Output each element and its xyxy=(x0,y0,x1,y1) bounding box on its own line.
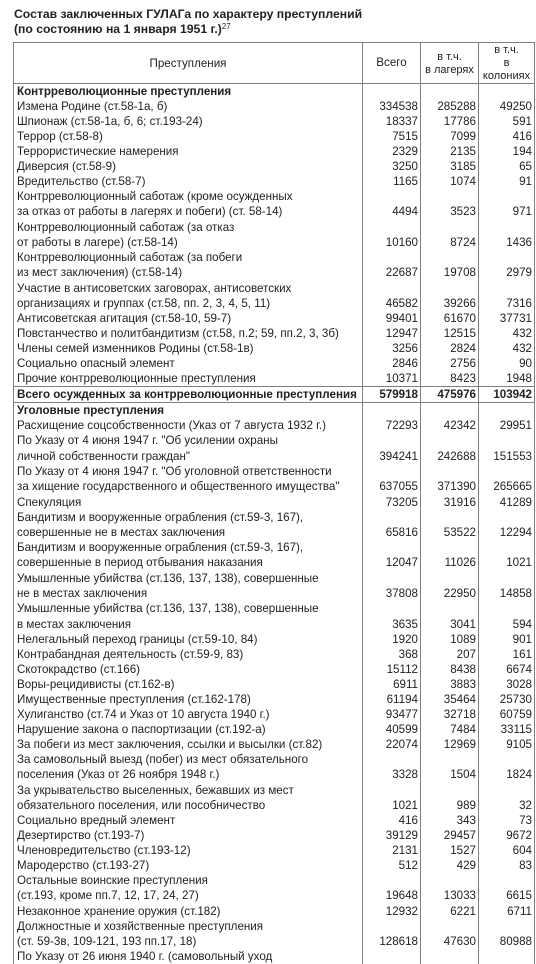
crime-name-line: Шпионаж (ст.58-1а, б, 6; ст.193-24) xyxy=(17,114,361,129)
crime-name-line: Участие в антисоветских заговорах, антисоветских xyxy=(17,281,361,296)
crime-name-cell xyxy=(14,873,363,904)
table-row xyxy=(14,737,535,752)
colonies-cell: 9672 xyxy=(479,828,535,843)
total-row xyxy=(14,387,535,403)
col-header-camps-top: в т.ч. xyxy=(422,51,477,64)
crime-name-cell xyxy=(14,692,363,707)
colonies-cell xyxy=(479,949,535,964)
crime-name-cell xyxy=(14,250,363,281)
total-cell: 10160 xyxy=(363,220,421,251)
camps-cell: 207 xyxy=(421,647,479,662)
table-row xyxy=(14,174,535,189)
colonies-cell: 901 xyxy=(479,632,535,647)
table-row xyxy=(14,647,535,662)
crime-name-line: Повстанчество и политбандитизм (ст.58, п.2; 59, пп.2, 3, 3б) xyxy=(17,326,361,341)
crime-name-line: Антисоветская агитация (ст.58-10, 59-7) xyxy=(17,311,361,326)
colonies-cell: 1948 xyxy=(479,371,535,387)
camps-cell: 22950 xyxy=(421,571,479,602)
table-row xyxy=(14,540,535,571)
camps-cell: 3041 xyxy=(421,601,479,632)
crime-name-line: Бандитизм и вооруженные ограбления (ст.59-3, 167), xyxy=(17,540,361,555)
total-cell: 3635 xyxy=(363,601,421,632)
crime-name-cell xyxy=(14,144,363,159)
total-cell: 72293 xyxy=(363,418,421,433)
total-cell: 3256 xyxy=(363,341,421,356)
crime-name-line: Мародерство (ст.193-27) xyxy=(17,858,361,873)
table-row xyxy=(14,813,535,828)
crime-name-line: совершенные не в местах заключения xyxy=(17,525,361,540)
crime-name-line: По Указу от 4 июня 1947 г. "Об уголовной ответственности xyxy=(17,464,361,479)
table-row xyxy=(14,677,535,692)
camps-cell: 285288 xyxy=(421,99,479,114)
camps-cell: 475976 xyxy=(421,387,479,403)
crime-name-line: Имущественные преступления (ст.162-178) xyxy=(17,692,361,707)
colonies-cell: 25730 xyxy=(479,692,535,707)
colonies-cell: 6615 xyxy=(479,873,535,904)
crime-name-line: Бандитизм и вооруженные ограбления (ст.59-3, 167), xyxy=(17,510,361,525)
crime-name-cell xyxy=(14,540,363,571)
table-row xyxy=(14,601,535,632)
camps-cell: 61670 xyxy=(421,311,479,326)
total-cell: 10371 xyxy=(363,371,421,387)
table-row xyxy=(14,858,535,873)
camps-cell: 17786 xyxy=(421,114,479,129)
crime-name-cell xyxy=(14,495,363,510)
total-cell: 579918 xyxy=(363,387,421,403)
section-row xyxy=(14,403,535,419)
camps-cell: 12969 xyxy=(421,737,479,752)
total-cell: 22687 xyxy=(363,250,421,281)
camps-cell: 2824 xyxy=(421,341,479,356)
camps-cell: 8724 xyxy=(421,220,479,251)
crime-name-cell xyxy=(14,904,363,919)
crime-name-cell xyxy=(14,858,363,873)
total-cell: 3250 xyxy=(363,159,421,174)
crime-name-line: Диверсия (ст.58-9) xyxy=(17,159,361,174)
camps-cell: 8423 xyxy=(421,371,479,387)
camps-cell: 1504 xyxy=(421,752,479,783)
crime-name-cell xyxy=(14,783,363,814)
total-cell: 22074 xyxy=(363,737,421,752)
col-header-camps xyxy=(421,43,479,84)
total-cell: 93477 xyxy=(363,707,421,722)
crime-name-line: Члены семей изменников Родины (ст.58-1в) xyxy=(17,341,361,356)
camps-cell: 371390 xyxy=(421,464,479,495)
table-row xyxy=(14,371,535,387)
crime-name-line: Контрабандная деятельность (ст.59-9, 83) xyxy=(17,647,361,662)
crime-name-line: Должностные и хозяйственные преступления xyxy=(17,919,361,934)
crime-name-line: Умышленные убийства (ст.136, 137, 138), совершенные xyxy=(17,571,361,586)
crime-name-cell xyxy=(14,662,363,677)
total-cell: 99401 xyxy=(363,311,421,326)
total-cell: 73205 xyxy=(363,495,421,510)
table-row xyxy=(14,144,535,159)
crime-name-line: организациях и группах (ст.58, пп. 2, 3, 4, 5, 11) xyxy=(17,296,361,311)
crime-name-line: Дезертирство (ст.193-7) xyxy=(17,828,361,843)
camps-cell xyxy=(421,949,479,964)
crime-name-cell xyxy=(14,813,363,828)
camps-cell: 35464 xyxy=(421,692,479,707)
crime-name-cell xyxy=(14,464,363,495)
colonies-cell: 3028 xyxy=(479,677,535,692)
crime-name-cell xyxy=(14,433,363,464)
camps-cell xyxy=(421,84,479,100)
total-cell: 15112 xyxy=(363,662,421,677)
crime-name-line: Остальные воинские преступления xyxy=(17,873,361,888)
footnote-ref: 27 xyxy=(222,22,231,31)
crime-name-cell xyxy=(14,129,363,144)
crime-name-line: Террористические намерения xyxy=(17,144,361,159)
colonies-cell: 14858 xyxy=(479,571,535,602)
table-row xyxy=(14,662,535,677)
camps-cell: 3185 xyxy=(421,159,479,174)
camps-cell: 53522 xyxy=(421,510,479,541)
crime-name-line: Незаконное хранение оружия (ст.182) xyxy=(17,904,361,919)
table-row xyxy=(14,904,535,919)
total-cell: 1920 xyxy=(363,632,421,647)
camps-cell: 343 xyxy=(421,813,479,828)
table-row xyxy=(14,129,535,144)
crime-name-line: За побеги из мест заключения, ссылки и высылки (ст.82) xyxy=(17,737,361,752)
table-row xyxy=(14,99,535,114)
camps-cell: 2135 xyxy=(421,144,479,159)
crime-name-cell xyxy=(14,403,363,419)
crime-name-line: поселения (Указ от 26 ноября 1948 г.) xyxy=(17,767,361,782)
crime-name-line: не в местах заключения xyxy=(17,586,361,601)
camps-cell: 13033 xyxy=(421,873,479,904)
total-cell: 39129 xyxy=(363,828,421,843)
colonies-cell: 7316 xyxy=(479,281,535,312)
table-row xyxy=(14,692,535,707)
colonies-cell: 103942 xyxy=(479,387,535,403)
colonies-cell: 80988 xyxy=(479,919,535,950)
table-row xyxy=(14,356,535,371)
table-row xyxy=(14,495,535,510)
colonies-cell: 6674 xyxy=(479,662,535,677)
colonies-cell xyxy=(479,84,535,100)
colonies-cell: 9105 xyxy=(479,737,535,752)
table-row xyxy=(14,722,535,737)
colonies-cell: 41289 xyxy=(479,495,535,510)
total-cell: 416 xyxy=(363,813,421,828)
total-cell: 61194 xyxy=(363,692,421,707)
prisoners-table xyxy=(13,42,535,964)
total-cell: 512 xyxy=(363,858,421,873)
camps-cell: 3883 xyxy=(421,677,479,692)
crime-name-line: совершенные в период отбывания наказания xyxy=(17,555,361,570)
table-row xyxy=(14,189,535,220)
total-cell: 12947 xyxy=(363,326,421,341)
camps-cell: 11026 xyxy=(421,540,479,571)
colonies-cell: 971 xyxy=(479,189,535,220)
crime-name-line: Уголовные преступления xyxy=(17,403,361,418)
table-row xyxy=(14,510,535,541)
colonies-cell: 1436 xyxy=(479,220,535,251)
table-row xyxy=(14,418,535,433)
total-cell xyxy=(363,949,421,964)
caption-line-2 xyxy=(14,22,524,37)
col-header-colonies-top: в т.ч. xyxy=(480,44,533,57)
table-row xyxy=(14,843,535,858)
crime-name-cell xyxy=(14,387,363,403)
colonies-cell: 1824 xyxy=(479,752,535,783)
colonies-cell: 594 xyxy=(479,601,535,632)
colonies-cell: 32 xyxy=(479,783,535,814)
crime-name-line: Контрреволюционный саботаж (кроме осужденных xyxy=(17,189,361,204)
colonies-cell: 49250 xyxy=(479,99,535,114)
camps-cell: 42342 xyxy=(421,418,479,433)
colonies-cell: 604 xyxy=(479,843,535,858)
table-body xyxy=(14,84,535,964)
colonies-cell: 416 xyxy=(479,129,535,144)
colonies-cell: 432 xyxy=(479,341,535,356)
table-row xyxy=(14,220,535,251)
camps-cell: 31916 xyxy=(421,495,479,510)
crime-name-line: Контрреволюционные преступления xyxy=(17,84,361,99)
crime-name-cell xyxy=(14,571,363,602)
total-cell: 334538 xyxy=(363,99,421,114)
camps-cell: 39266 xyxy=(421,281,479,312)
table-row xyxy=(14,464,535,495)
crime-name-cell xyxy=(14,84,363,100)
total-cell: 7515 xyxy=(363,129,421,144)
colonies-cell: 73 xyxy=(479,813,535,828)
table-header xyxy=(14,43,535,84)
total-cell: 3328 xyxy=(363,752,421,783)
crime-name-cell xyxy=(14,311,363,326)
crime-name-line: Контрреволюционный саботаж (за отказ xyxy=(17,220,361,235)
crime-name-line: от работы в лагере) (ст.58-14) xyxy=(17,235,361,250)
total-cell: 2329 xyxy=(363,144,421,159)
crime-name-line: За самовольный выезд (побег) из мест обязательного xyxy=(17,752,361,767)
crime-name-line: за хищение государственного и общественного имущества" xyxy=(17,479,361,494)
crime-name-line: Социально опасный элемент xyxy=(17,356,361,371)
crime-name-cell xyxy=(14,341,363,356)
colonies-cell: 65 xyxy=(479,159,535,174)
camps-cell: 1527 xyxy=(421,843,479,858)
total-cell: 18337 xyxy=(363,114,421,129)
crime-name-cell xyxy=(14,632,363,647)
camps-cell: 29457 xyxy=(421,828,479,843)
camps-cell: 242688 xyxy=(421,433,479,464)
total-cell xyxy=(363,403,421,419)
crime-name-cell xyxy=(14,371,363,387)
crime-name-line: Членовредительство (ст.193-12) xyxy=(17,843,361,858)
crime-name-cell xyxy=(14,919,363,950)
camps-cell: 1089 xyxy=(421,632,479,647)
table-row xyxy=(14,632,535,647)
table-row xyxy=(14,341,535,356)
col-header-crime: Преступления xyxy=(14,43,363,84)
camps-cell: 6221 xyxy=(421,904,479,919)
colonies-cell: 151553 xyxy=(479,433,535,464)
colonies-cell: 12294 xyxy=(479,510,535,541)
crime-name-line: Хулиганство (ст.74 и Указ от 10 августа 1940 г.) xyxy=(17,707,361,722)
crime-name-cell xyxy=(14,843,363,858)
crime-name-cell xyxy=(14,510,363,541)
crime-name-line: Скотокрадство (ст.166) xyxy=(17,662,361,677)
crime-name-cell xyxy=(14,752,363,783)
crime-name-cell xyxy=(14,99,363,114)
table-row xyxy=(14,873,535,904)
section-row xyxy=(14,84,535,100)
total-cell: 1021 xyxy=(363,783,421,814)
colonies-cell: 2979 xyxy=(479,250,535,281)
crime-name-cell xyxy=(14,707,363,722)
colonies-cell: 591 xyxy=(479,114,535,129)
table-row xyxy=(14,783,535,814)
crime-name-line: обязательного поселения, или пособничество xyxy=(17,798,361,813)
camps-cell: 429 xyxy=(421,858,479,873)
crime-name-line: Контрреволюционный саботаж (за побеги xyxy=(17,250,361,265)
crime-name-cell xyxy=(14,114,363,129)
crime-name-line: личной собственности граждан" xyxy=(17,449,361,464)
colonies-cell: 91 xyxy=(479,174,535,189)
table-row xyxy=(14,919,535,950)
crime-name-line: Расхищение соцсобственности (Указ от 7 августа 1932 г.) xyxy=(17,418,361,433)
crime-name-line: в местах заключения xyxy=(17,617,361,632)
table-row xyxy=(14,159,535,174)
col-header-colonies-label: в колониях xyxy=(480,57,533,83)
colonies-cell: 90 xyxy=(479,356,535,371)
camps-cell: 1074 xyxy=(421,174,479,189)
crime-name-line: (ст. 59-3в, 109-121, 193 пп.17, 18) xyxy=(17,934,361,949)
colonies-cell: 432 xyxy=(479,326,535,341)
caption-date: (по состоянию на 1 января 1951 г.) xyxy=(14,22,222,36)
crime-name-line: Прочие контрреволюционные преступления xyxy=(17,371,361,386)
colonies-cell: 1021 xyxy=(479,540,535,571)
table-row xyxy=(14,828,535,843)
total-cell: 128618 xyxy=(363,919,421,950)
camps-cell: 12515 xyxy=(421,326,479,341)
crime-name-cell xyxy=(14,828,363,843)
crime-name-cell xyxy=(14,326,363,341)
camps-cell: 7099 xyxy=(421,129,479,144)
colonies-cell: 83 xyxy=(479,858,535,873)
table-caption xyxy=(14,7,524,36)
total-cell: 1165 xyxy=(363,174,421,189)
crime-name-cell xyxy=(14,722,363,737)
crime-name-line: Нелегальный переход границы (ст.59-10, 84) xyxy=(17,632,361,647)
col-header-camps-label: в лагерях xyxy=(422,64,477,77)
total-cell: 394241 xyxy=(363,433,421,464)
camps-cell: 47630 xyxy=(421,919,479,950)
total-cell: 37808 xyxy=(363,571,421,602)
crime-name-cell xyxy=(14,647,363,662)
camps-cell: 19708 xyxy=(421,250,479,281)
total-cell: 2846 xyxy=(363,356,421,371)
total-cell: 65816 xyxy=(363,510,421,541)
total-cell: 19648 xyxy=(363,873,421,904)
crime-name-line: Воры-рецидивисты (ст.162-в) xyxy=(17,677,361,692)
camps-cell: 7484 xyxy=(421,722,479,737)
crime-name-cell xyxy=(14,174,363,189)
colonies-cell: 6711 xyxy=(479,904,535,919)
crime-name-cell xyxy=(14,281,363,312)
crime-name-line: за отказ от работы в лагерях и побеги) (ст. 58-14) xyxy=(17,204,361,219)
camps-cell: 2756 xyxy=(421,356,479,371)
colonies-cell: 29951 xyxy=(479,418,535,433)
crime-name-cell xyxy=(14,737,363,752)
crime-name-line: Спекуляция xyxy=(17,495,361,510)
crime-name-cell xyxy=(14,189,363,220)
table-row xyxy=(14,311,535,326)
total-cell: 12932 xyxy=(363,904,421,919)
table-row xyxy=(14,326,535,341)
colonies-cell: 161 xyxy=(479,647,535,662)
crime-name-line: Измена Родине (ст.58-1а, б) xyxy=(17,99,361,114)
crime-name-line: Социально вредный элемент xyxy=(17,813,361,828)
camps-cell: 8438 xyxy=(421,662,479,677)
caption-line-1: Состав заключенных ГУЛАГа по характеру преступлений xyxy=(14,7,524,22)
crime-name-line: Нарушение закона о паспортизации (ст.192-а) xyxy=(17,722,361,737)
colonies-cell: 60759 xyxy=(479,707,535,722)
crime-name-line: из мест заключения) (ст.58-14) xyxy=(17,265,361,280)
colonies-cell: 194 xyxy=(479,144,535,159)
crime-name-cell xyxy=(14,949,363,964)
total-cell: 637055 xyxy=(363,464,421,495)
table-row xyxy=(14,114,535,129)
table-row xyxy=(14,707,535,722)
total-cell: 2131 xyxy=(363,843,421,858)
crime-name-line: Террор (ст.58-8) xyxy=(17,129,361,144)
crime-name-line: По Указу от 4 июня 1947 г. "Об усилении охраны xyxy=(17,433,361,448)
total-cell xyxy=(363,84,421,100)
total-cell: 46582 xyxy=(363,281,421,312)
col-header-total: Всего xyxy=(363,43,421,84)
crime-name-cell xyxy=(14,418,363,433)
crime-name-line: За укрывательство выселенных, бежавших из мест xyxy=(17,783,361,798)
table-row xyxy=(14,571,535,602)
table-row xyxy=(14,433,535,464)
crime-name-cell xyxy=(14,159,363,174)
total-cell: 6911 xyxy=(363,677,421,692)
colonies-cell: 265665 xyxy=(479,464,535,495)
crime-name-cell xyxy=(14,677,363,692)
colonies-cell: 37731 xyxy=(479,311,535,326)
camps-cell: 3523 xyxy=(421,189,479,220)
colonies-cell xyxy=(479,403,535,419)
crime-name-cell xyxy=(14,601,363,632)
total-cell: 4494 xyxy=(363,189,421,220)
crime-name-line: Вредительство (ст.58-7) xyxy=(17,174,361,189)
camps-cell: 989 xyxy=(421,783,479,814)
crime-name-cell xyxy=(14,356,363,371)
camps-cell: 32718 xyxy=(421,707,479,722)
colonies-cell: 33115 xyxy=(479,722,535,737)
col-header-colonies xyxy=(479,43,535,84)
crime-name-cell xyxy=(14,220,363,251)
table-row xyxy=(14,250,535,281)
crime-name-line: (ст.193, кроме пп.7, 12, 17, 24, 27) xyxy=(17,888,361,903)
table-row xyxy=(14,752,535,783)
total-cell: 40599 xyxy=(363,722,421,737)
total-cell: 368 xyxy=(363,647,421,662)
camps-cell xyxy=(421,403,479,419)
table-row xyxy=(14,281,535,312)
total-cell: 12047 xyxy=(363,540,421,571)
crime-name-line: Всего осужденных за контрреволюционные преступления xyxy=(17,387,361,402)
crime-name-line: Умышленные убийства (ст.136, 137, 138), совершенные xyxy=(17,601,361,616)
table-row xyxy=(14,949,535,964)
crime-name-line: По Указу от 26 июня 1940 г. (самовольный уход xyxy=(17,949,361,964)
